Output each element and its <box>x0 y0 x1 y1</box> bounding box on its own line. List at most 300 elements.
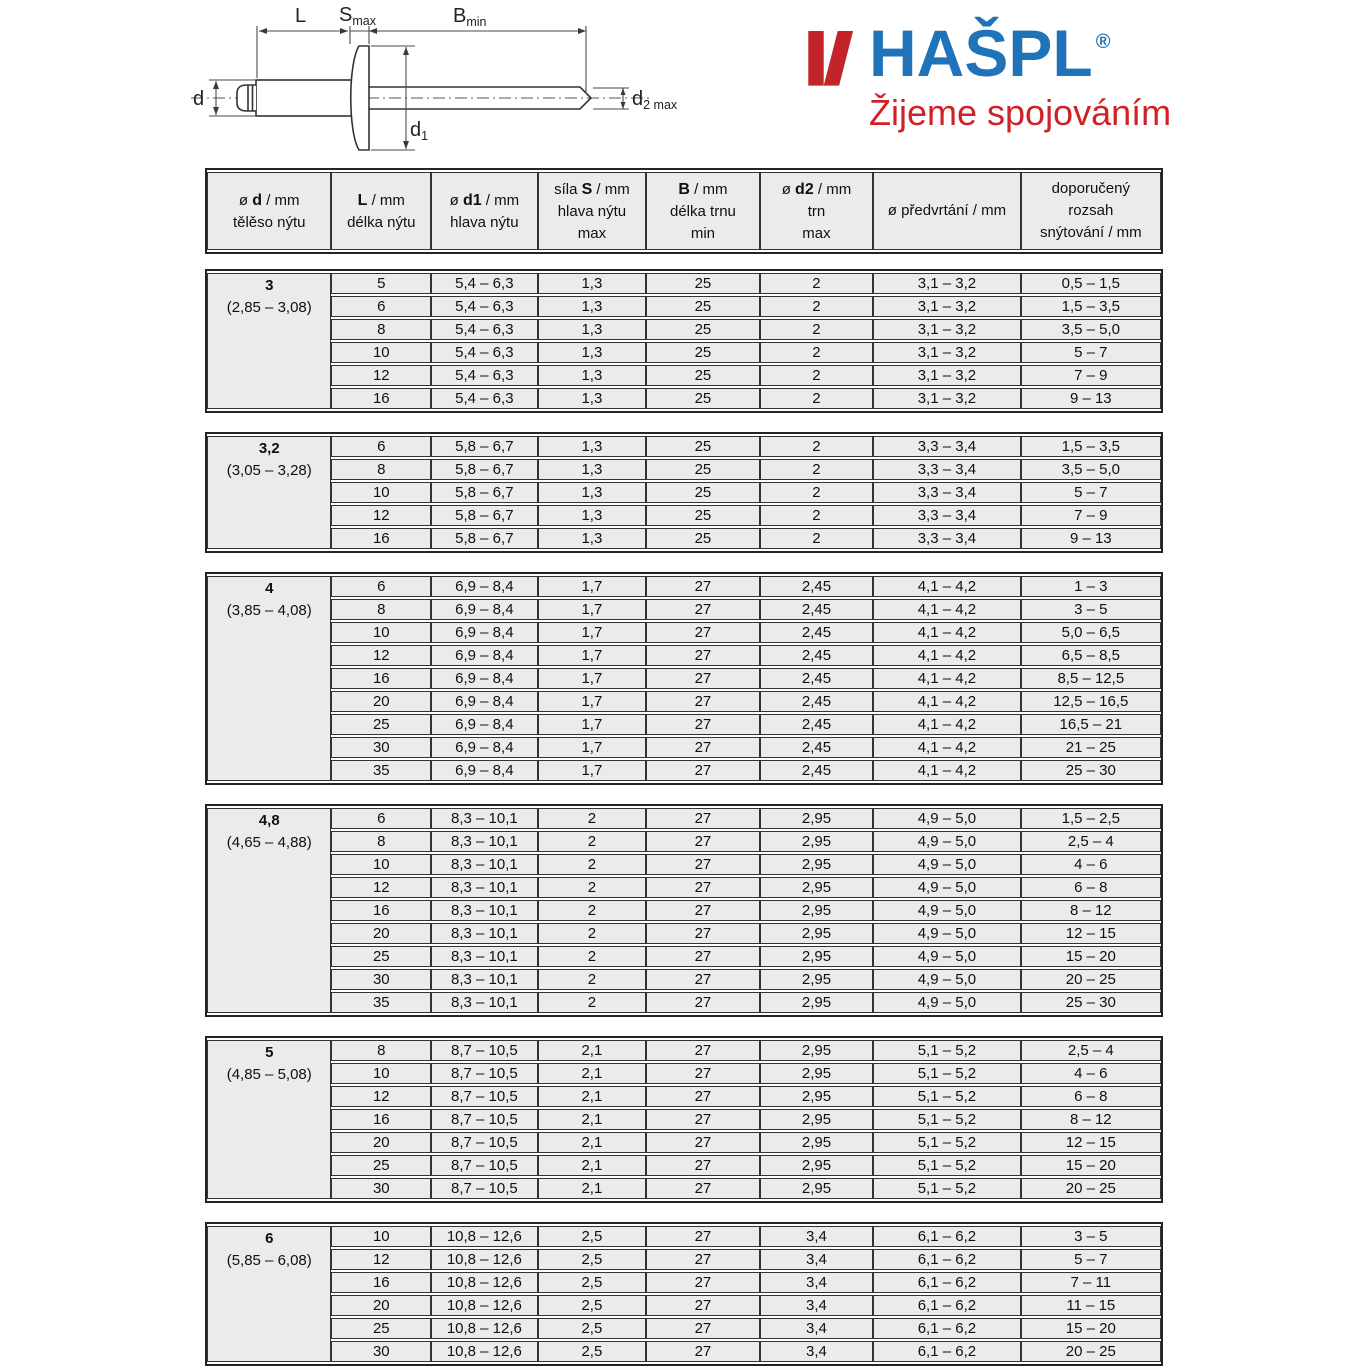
table-row <box>207 482 1161 503</box>
arrowhead <box>578 28 586 34</box>
cell-head-diameter: 8,3 – 10,1 <box>431 992 538 1013</box>
size-group-table <box>207 434 1161 551</box>
cell-predrill: 4,1 – 4,2 <box>873 599 1020 620</box>
header-text: síla <box>554 180 582 198</box>
cell-length: 10 <box>331 622 431 643</box>
cell-length: 20 <box>331 923 431 944</box>
diameter-value: 3 <box>265 277 274 294</box>
cell-predrill: 3,3 – 3,4 <box>873 459 1020 480</box>
cell-head-diameter: 10,8 – 12,6 <box>431 1249 538 1270</box>
cell-mandrel-diameter: 2,95 <box>760 831 874 852</box>
cell-grip-range: 20 – 25 <box>1021 1341 1161 1362</box>
dim-label-d2: $d_{2 max}$ <box>632 88 678 112</box>
size-group-table <box>207 271 1161 411</box>
cell-grip-range: 8 – 12 <box>1021 1109 1161 1130</box>
logo-mark-left-bar <box>808 31 823 86</box>
header-symbol: d1 <box>462 191 482 209</box>
cell-mandrel-length: 25 <box>646 436 760 457</box>
column-header-d <box>207 172 331 250</box>
cell-predrill: 3,1 – 3,2 <box>873 388 1020 409</box>
cell-head-diameter: 6,9 – 8,4 <box>431 645 538 666</box>
cell-length: 10 <box>331 482 431 503</box>
cell-head-thickness: 1,7 <box>538 645 647 666</box>
cell-head-diameter: 8,3 – 10,1 <box>431 854 538 875</box>
cell-head-thickness: 1,7 <box>538 737 647 758</box>
cell-head-thickness: 1,7 <box>538 691 647 712</box>
cell-mandrel-diameter: 2 <box>760 342 874 363</box>
table-row <box>207 831 1161 852</box>
cell-mandrel-diameter: 2,45 <box>760 668 874 689</box>
cell-grip-range: 12 – 15 <box>1021 923 1161 944</box>
cell-head-thickness: 2,5 <box>538 1295 647 1316</box>
rivet-spec-table <box>205 168 1163 1366</box>
cell-length: 10 <box>331 342 431 363</box>
cell-grip-range: 1 – 3 <box>1021 576 1161 597</box>
cell-mandrel-diameter: 2,45 <box>760 714 874 735</box>
header-subline: trn <box>807 202 826 220</box>
header-text: / mm <box>592 180 630 198</box>
cell-head-thickness: 1,3 <box>538 296 647 317</box>
size-group-4 <box>205 572 1163 785</box>
haspl-logo <box>801 16 1172 134</box>
cell-mandrel-diameter: 2,95 <box>760 1155 874 1176</box>
diameter-tolerance: (4,85 – 5,08) <box>226 1065 312 1083</box>
table-row <box>207 388 1161 409</box>
cell-head-thickness: 2,5 <box>538 1249 647 1270</box>
cell-head-thickness: 2,1 <box>538 1155 647 1176</box>
cell-mandrel-length: 27 <box>646 645 760 666</box>
table-row <box>207 342 1161 363</box>
cell-mandrel-length: 25 <box>646 342 760 363</box>
cell-grip-range: 6,5 – 8,5 <box>1021 645 1161 666</box>
table-row <box>207 528 1161 549</box>
registered-trademark-symbol: ® <box>1095 31 1111 53</box>
cell-length: 35 <box>331 760 431 781</box>
cell-length: 8 <box>331 319 431 340</box>
cell-head-diameter: 8,7 – 10,5 <box>431 1155 538 1176</box>
cell-head-diameter: 8,3 – 10,1 <box>431 900 538 921</box>
cell-mandrel-diameter: 2,95 <box>760 1040 874 1061</box>
size-group-3 <box>205 269 1163 413</box>
brand-name <box>869 16 1171 90</box>
header-title-line <box>334 189 428 212</box>
logo-text-block <box>869 16 1172 134</box>
cell-mandrel-length: 27 <box>646 576 760 597</box>
cell-mandrel-diameter: 2 <box>760 296 874 317</box>
cell-head-thickness: 2,5 <box>538 1226 647 1247</box>
cell-mandrel-length: 25 <box>646 482 760 503</box>
cell-mandrel-length: 25 <box>646 528 760 549</box>
cell-head-diameter: 10,8 – 12,6 <box>431 1295 538 1316</box>
cell-grip-range: 20 – 25 <box>1021 1178 1161 1199</box>
header-subline: tělěso nýtu <box>232 213 306 231</box>
cell-mandrel-diameter: 2,95 <box>760 946 874 967</box>
cell-grip-range: 0,5 – 1,5 <box>1021 273 1161 294</box>
cell-predrill: 5,1 – 5,2 <box>873 1063 1020 1084</box>
cell-mandrel-diameter: 2,45 <box>760 760 874 781</box>
cell-head-thickness: 2,5 <box>538 1272 647 1293</box>
cell-mandrel-length: 27 <box>646 1272 760 1293</box>
cell-length: 16 <box>331 1272 431 1293</box>
table-row <box>207 645 1161 666</box>
cell-mandrel-diameter: 2,95 <box>760 808 874 829</box>
cell-mandrel-length: 27 <box>646 992 760 1013</box>
cell-mandrel-diameter: 2 <box>760 436 874 457</box>
cell-mandrel-diameter: 2 <box>760 388 874 409</box>
diameter-tolerance: (2,85 – 3,08) <box>226 298 312 316</box>
size-groups <box>205 269 1163 1366</box>
cell-predrill: 4,1 – 4,2 <box>873 622 1020 643</box>
cell-predrill: 4,9 – 5,0 <box>873 877 1020 898</box>
cell-mandrel-length: 27 <box>646 1318 760 1339</box>
cell-mandrel-length: 27 <box>646 900 760 921</box>
cell-head-diameter: 8,7 – 10,5 <box>431 1063 538 1084</box>
cell-head-thickness: 1,3 <box>538 388 647 409</box>
cell-predrill: 6,1 – 6,2 <box>873 1272 1020 1293</box>
arrowhead <box>621 102 626 109</box>
table-row <box>207 877 1161 898</box>
cell-head-thickness: 1,3 <box>538 482 647 503</box>
logo-mark-right-bar <box>824 31 853 86</box>
arrowhead <box>259 28 267 34</box>
header-title-line <box>876 200 1017 222</box>
header-symbol: L <box>357 191 368 209</box>
cell-grip-range: 2,5 – 4 <box>1021 1040 1161 1061</box>
header-symbol: S <box>581 180 593 198</box>
cell-mandrel-length: 27 <box>646 923 760 944</box>
cell-head-thickness: 2,1 <box>538 1063 647 1084</box>
brand-tagline: Žijeme spojováním <box>869 92 1172 134</box>
cell-predrill: 6,1 – 6,2 <box>873 1226 1020 1247</box>
cell-grip-range: 3 – 5 <box>1021 1226 1161 1247</box>
cell-grip-range: 1,5 – 3,5 <box>1021 436 1161 457</box>
cell-head-thickness: 2,5 <box>538 1341 647 1362</box>
table-row <box>207 714 1161 735</box>
cell-length: 25 <box>331 1318 431 1339</box>
size-group-6 <box>205 1222 1163 1366</box>
header-subline: délka trnu <box>670 202 736 220</box>
cell-mandrel-length: 27 <box>646 877 760 898</box>
cell-head-thickness: 1,3 <box>538 319 647 340</box>
cell-head-thickness: 1,3 <box>538 365 647 386</box>
cell-head-diameter: 8,7 – 10,5 <box>431 1109 538 1130</box>
header-subline: min <box>690 224 716 242</box>
cell-predrill: 4,1 – 4,2 <box>873 691 1020 712</box>
cell-mandrel-length: 27 <box>646 1341 760 1362</box>
cell-body-diameter <box>207 436 331 549</box>
table-row <box>207 365 1161 386</box>
size-group-4,8 <box>205 804 1163 1017</box>
cell-predrill: 5,1 – 5,2 <box>873 1178 1020 1199</box>
cell-head-diameter: 8,3 – 10,1 <box>431 923 538 944</box>
cell-length: 6 <box>331 436 431 457</box>
cell-grip-range: 1,5 – 3,5 <box>1021 296 1161 317</box>
header-subline: max <box>802 224 831 242</box>
cell-predrill: 4,9 – 5,0 <box>873 854 1020 875</box>
cell-head-thickness: 1,7 <box>538 576 647 597</box>
size-group-table <box>207 574 1161 783</box>
cell-grip-range: 7 – 11 <box>1021 1272 1161 1293</box>
table-row <box>207 1226 1161 1247</box>
cell-head-diameter: 8,3 – 10,1 <box>431 877 538 898</box>
cell-head-thickness: 2 <box>538 923 647 944</box>
cell-predrill: 4,9 – 5,0 <box>873 900 1020 921</box>
size-group-table <box>207 1038 1161 1201</box>
cell-head-thickness: 2 <box>538 969 647 990</box>
cell-grip-range: 6 – 8 <box>1021 877 1161 898</box>
cell-head-thickness: 2,1 <box>538 1040 647 1061</box>
cell-head-thickness: 2 <box>538 992 647 1013</box>
cell-mandrel-length: 27 <box>646 854 760 875</box>
cell-mandrel-length: 25 <box>646 273 760 294</box>
cell-mandrel-diameter: 2 <box>760 528 874 549</box>
header-subline: délka nýtu <box>347 213 416 231</box>
cell-predrill: 6,1 – 6,2 <box>873 1341 1020 1362</box>
cell-length: 30 <box>331 969 431 990</box>
column-header-d1 <box>431 172 538 250</box>
diameter-tolerance: (4,65 – 4,88) <box>226 833 312 851</box>
cell-mandrel-length: 27 <box>646 714 760 735</box>
cell-head-thickness: 2,1 <box>538 1086 647 1107</box>
cell-head-thickness: 2 <box>538 854 647 875</box>
cell-grip-range: 9 – 13 <box>1021 388 1161 409</box>
cell-head-diameter: 5,4 – 6,3 <box>431 365 538 386</box>
cell-length: 16 <box>331 528 431 549</box>
size-group-5 <box>205 1036 1163 1203</box>
cell-mandrel-diameter: 3,4 <box>760 1272 874 1293</box>
cell-head-diameter: 8,7 – 10,5 <box>431 1178 538 1199</box>
cell-grip-range: 15 – 20 <box>1021 946 1161 967</box>
cell-mandrel-length: 25 <box>646 505 760 526</box>
cell-mandrel-length: 27 <box>646 1295 760 1316</box>
cell-mandrel-diameter: 3,4 <box>760 1226 874 1247</box>
cell-mandrel-diameter: 2,45 <box>760 622 874 643</box>
cell-head-diameter: 8,3 – 10,1 <box>431 969 538 990</box>
cell-grip-range: 2,5 – 4 <box>1021 831 1161 852</box>
cell-predrill: 3,3 – 3,4 <box>873 482 1020 503</box>
cell-predrill: 6,1 – 6,2 <box>873 1295 1020 1316</box>
table-row <box>207 1318 1161 1339</box>
size-group-3,2 <box>205 432 1163 553</box>
cell-grip-range: 8,5 – 12,5 <box>1021 668 1161 689</box>
cell-head-diameter: 6,9 – 8,4 <box>431 576 538 597</box>
table-row <box>207 319 1161 340</box>
header-text: / mm <box>813 180 852 198</box>
cell-head-diameter: 6,9 – 8,4 <box>431 760 538 781</box>
table-row <box>207 900 1161 921</box>
cell-grip-range: 3,5 – 5,0 <box>1021 319 1161 340</box>
cell-grip-range: 4 – 6 <box>1021 854 1161 875</box>
cell-predrill: 5,1 – 5,2 <box>873 1086 1020 1107</box>
table-row <box>207 946 1161 967</box>
cell-predrill: 4,1 – 4,2 <box>873 760 1020 781</box>
cell-length: 20 <box>331 1132 431 1153</box>
cell-predrill: 3,1 – 3,2 <box>873 342 1020 363</box>
cell-head-diameter: 6,9 – 8,4 <box>431 622 538 643</box>
dim-label-S: $S_{max}$ <box>339 4 376 28</box>
header-title-line <box>210 189 328 212</box>
header-text: / mm <box>367 191 405 209</box>
cell-head-thickness: 2 <box>538 946 647 967</box>
cell-length: 12 <box>331 505 431 526</box>
cell-head-thickness: 1,3 <box>538 436 647 457</box>
cell-length: 12 <box>331 365 431 386</box>
cell-predrill: 4,9 – 5,0 <box>873 946 1020 967</box>
cell-head-diameter: 5,8 – 6,7 <box>431 459 538 480</box>
arrowhead <box>213 81 219 89</box>
cell-length: 12 <box>331 877 431 898</box>
diameter-tolerance: (3,85 – 4,08) <box>226 601 312 619</box>
cell-grip-range: 4 – 6 <box>1021 1063 1161 1084</box>
cell-head-diameter: 5,8 – 6,7 <box>431 528 538 549</box>
cell-mandrel-length: 25 <box>646 319 760 340</box>
cell-mandrel-diameter: 2,95 <box>760 854 874 875</box>
diameter-value: 3,2 <box>258 440 280 457</box>
cell-predrill: 5,1 – 5,2 <box>873 1155 1020 1176</box>
cell-head-thickness: 1,3 <box>538 505 647 526</box>
cell-head-diameter: 5,8 – 6,7 <box>431 505 538 526</box>
table-row <box>207 436 1161 457</box>
cell-mandrel-diameter: 2,95 <box>760 1109 874 1130</box>
cell-mandrel-length: 27 <box>646 808 760 829</box>
table-row <box>207 1040 1161 1061</box>
cell-head-diameter: 8,7 – 10,5 <box>431 1086 538 1107</box>
cell-head-thickness: 2 <box>538 877 647 898</box>
brand-wordmark: HAŠPL <box>869 16 1093 90</box>
cell-mandrel-diameter: 3,4 <box>760 1341 874 1362</box>
cell-head-diameter: 8,7 – 10,5 <box>431 1040 538 1061</box>
header-title-line <box>434 189 535 212</box>
table-row <box>207 1295 1161 1316</box>
cell-predrill: 4,1 – 4,2 <box>873 576 1020 597</box>
cell-head-thickness: 1,3 <box>538 273 647 294</box>
cell-head-diameter: 5,4 – 6,3 <box>431 342 538 363</box>
header-subline: snýtování / mm <box>1039 223 1142 241</box>
cell-head-thickness: 1,3 <box>538 342 647 363</box>
cell-head-thickness: 1,3 <box>538 528 647 549</box>
cell-grip-range: 5,0 – 6,5 <box>1021 622 1161 643</box>
cell-mandrel-diameter: 3,4 <box>760 1318 874 1339</box>
cell-length: 25 <box>331 946 431 967</box>
cell-length: 12 <box>331 1249 431 1270</box>
cell-body-diameter <box>207 273 331 409</box>
cell-mandrel-diameter: 2,45 <box>760 691 874 712</box>
header-subline: hlava nýtu <box>450 213 519 231</box>
arrowhead <box>403 141 409 149</box>
table-header-block <box>205 168 1163 254</box>
cell-grip-range: 20 – 25 <box>1021 969 1161 990</box>
cell-mandrel-length: 27 <box>646 1109 760 1130</box>
table-row <box>207 854 1161 875</box>
cell-grip-range: 15 – 20 <box>1021 1318 1161 1339</box>
cell-mandrel-length: 25 <box>646 388 760 409</box>
cell-predrill: 4,1 – 4,2 <box>873 737 1020 758</box>
cell-mandrel-diameter: 2,95 <box>760 877 874 898</box>
table-row <box>207 1178 1161 1199</box>
cell-length: 25 <box>331 1155 431 1176</box>
cell-mandrel-diameter: 2 <box>760 365 874 386</box>
cell-length: 6 <box>331 808 431 829</box>
cell-predrill: 3,3 – 3,4 <box>873 505 1020 526</box>
cell-mandrel-diameter: 2 <box>760 505 874 526</box>
cell-head-thickness: 2,1 <box>538 1178 647 1199</box>
table-row <box>207 992 1161 1013</box>
diameter-value: 6 <box>265 1230 274 1247</box>
dim-label-d1: $d_1$ <box>410 119 429 143</box>
header-text: ø <box>449 191 463 209</box>
cell-length: 5 <box>331 273 431 294</box>
cell-length: 16 <box>331 668 431 689</box>
cell-predrill: 4,1 – 4,2 <box>873 668 1020 689</box>
cell-grip-range: 11 – 15 <box>1021 1295 1161 1316</box>
cell-mandrel-length: 27 <box>646 668 760 689</box>
cell-mandrel-diameter: 2,95 <box>760 1063 874 1084</box>
cell-predrill: 4,9 – 5,0 <box>873 923 1020 944</box>
cell-head-thickness: 2 <box>538 831 647 852</box>
header-subline: rozsah <box>1068 202 1114 220</box>
cell-grip-range: 25 – 30 <box>1021 992 1161 1013</box>
cell-predrill: 3,1 – 3,2 <box>873 296 1020 317</box>
column-header-S <box>538 172 647 250</box>
cell-body-diameter <box>207 576 331 781</box>
diameter-tolerance: (5,85 – 6,08) <box>226 1251 312 1269</box>
header-symbol: d2 <box>795 180 814 198</box>
diameter-tolerance: (3,05 – 3,28) <box>226 461 312 479</box>
cell-head-thickness: 2,5 <box>538 1318 647 1339</box>
header-subline: max <box>577 224 607 242</box>
cell-length: 12 <box>331 645 431 666</box>
column-header-B <box>646 172 760 250</box>
table-row <box>207 1272 1161 1293</box>
cell-grip-range: 12,5 – 16,5 <box>1021 691 1161 712</box>
cell-length: 8 <box>331 599 431 620</box>
cell-head-diameter: 6,9 – 8,4 <box>431 737 538 758</box>
header-text: ø předvrtání / mm <box>887 202 1007 220</box>
rivet-technical-drawing <box>183 0 683 162</box>
table-row <box>207 1341 1161 1362</box>
cell-mandrel-diameter: 2,95 <box>760 923 874 944</box>
header-row <box>207 172 1161 250</box>
cell-mandrel-diameter: 2,45 <box>760 599 874 620</box>
cell-head-diameter: 6,9 – 8,4 <box>431 599 538 620</box>
header-text: doporučený <box>1051 180 1130 198</box>
arrowhead <box>403 47 409 55</box>
cell-length: 25 <box>331 714 431 735</box>
cell-predrill: 4,9 – 5,0 <box>873 831 1020 852</box>
cell-head-diameter: 5,8 – 6,7 <box>431 436 538 457</box>
cell-body-diameter <box>207 1226 331 1362</box>
cell-grip-range: 3 – 5 <box>1021 599 1161 620</box>
cell-mandrel-diameter: 3,4 <box>760 1295 874 1316</box>
column-header-predrill <box>873 172 1020 250</box>
arrowhead <box>340 28 348 34</box>
cell-body-diameter <box>207 1040 331 1199</box>
cell-head-thickness: 1,7 <box>538 668 647 689</box>
cell-body-diameter <box>207 808 331 1013</box>
header-title-line <box>763 178 871 201</box>
cell-grip-range: 21 – 25 <box>1021 737 1161 758</box>
dim-label-B: $B_{min}$ <box>453 5 487 29</box>
header-text: / mm <box>481 191 520 209</box>
cell-length: 10 <box>331 1226 431 1247</box>
table-row <box>207 760 1161 781</box>
cell-mandrel-diameter: 2 <box>760 273 874 294</box>
cell-head-thickness: 1,7 <box>538 622 647 643</box>
cell-head-diameter: 10,8 – 12,6 <box>431 1341 538 1362</box>
header-text: ø <box>238 191 253 209</box>
table-row <box>207 505 1161 526</box>
size-group-table <box>207 806 1161 1015</box>
